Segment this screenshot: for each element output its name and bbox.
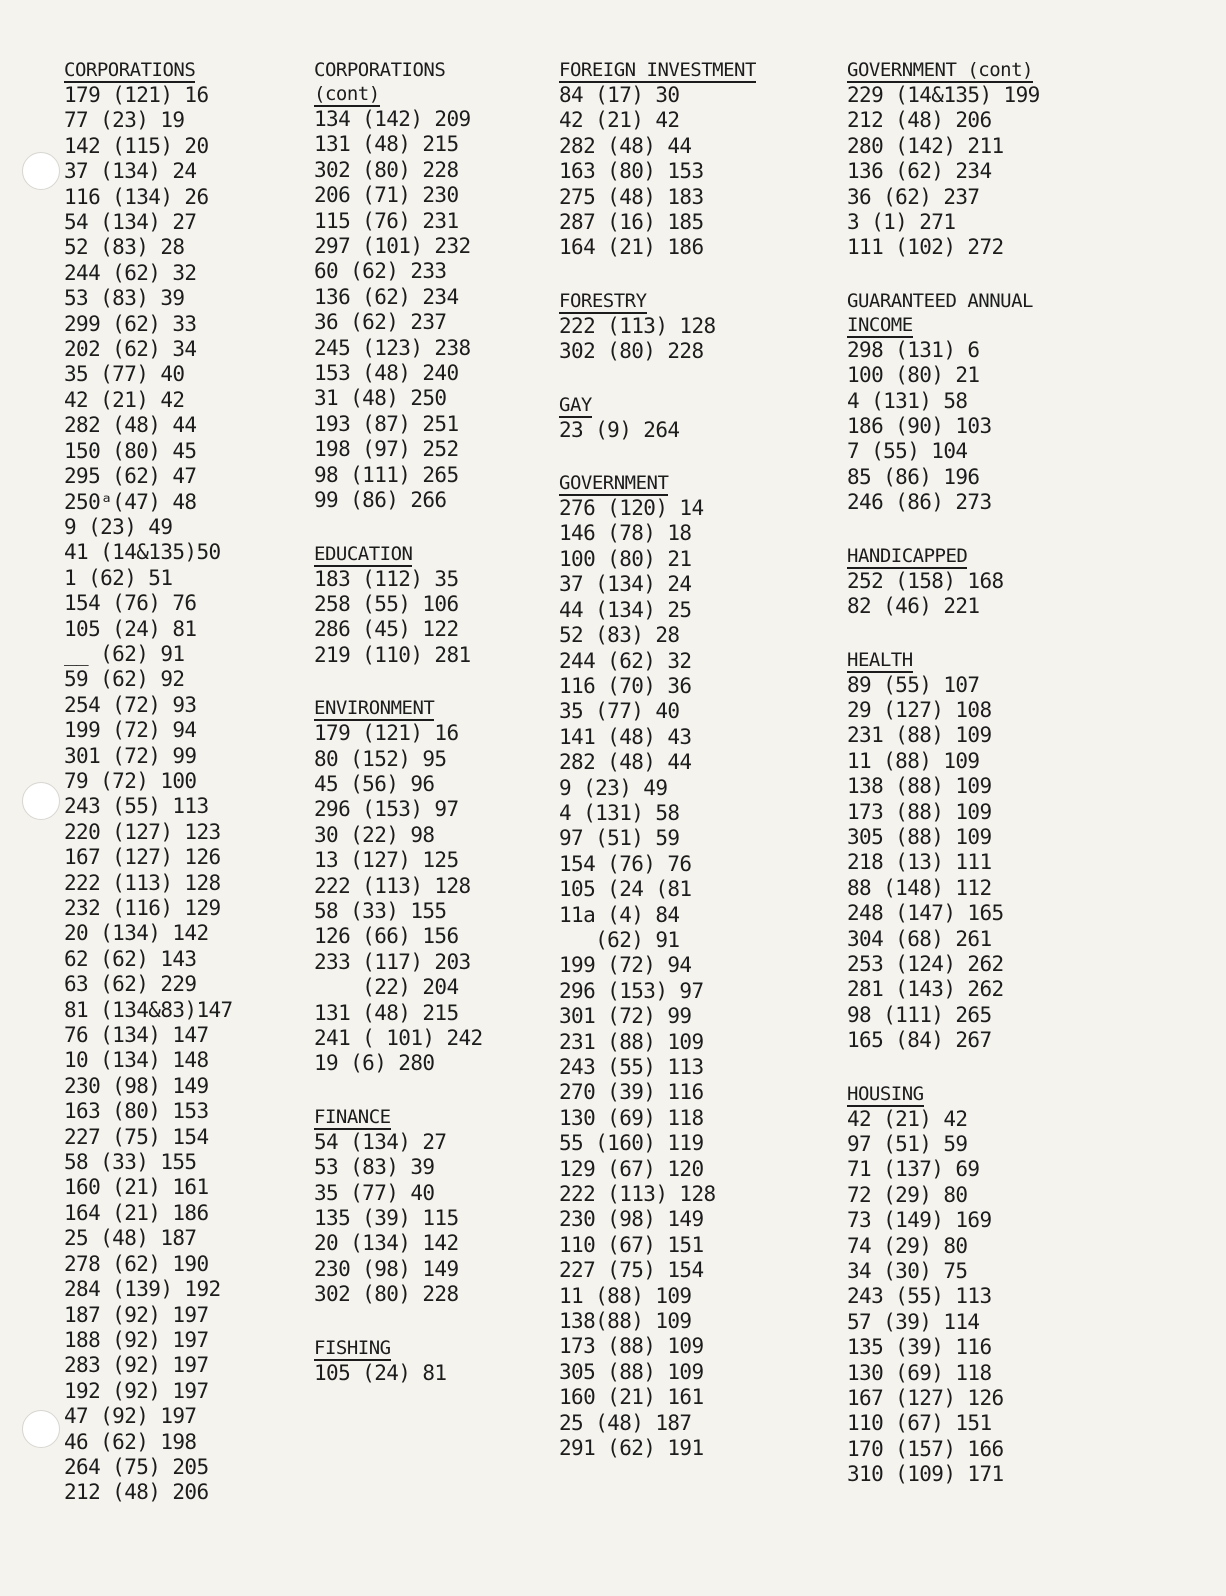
index-entry: 136 (62) 234 xyxy=(847,159,992,184)
section-heading-text: FINANCE xyxy=(314,1105,391,1128)
index-entry: 282 (48) 44 xyxy=(64,413,197,438)
index-entry: 302 (80) 228 xyxy=(559,339,704,364)
index-entry: 282 (48) 44 xyxy=(559,750,692,775)
index-entry: 199 (72) 94 xyxy=(559,953,692,978)
index-entry: 89 (55) 107 xyxy=(847,672,980,697)
index-entry: 299 (62) 33 xyxy=(64,311,197,336)
section-heading xyxy=(64,58,233,83)
index-entry: 23 (9) 264 xyxy=(559,417,680,442)
index-entry: 116 (134) 26 xyxy=(64,184,209,209)
index-entry: 63 (62) 229 xyxy=(64,972,197,997)
index-entry: 170 (157) 166 xyxy=(847,1436,1004,1461)
index-entry: 192 (92) 197 xyxy=(64,1378,209,1403)
index-entry: 54 (134) 27 xyxy=(314,1129,447,1154)
index-entry: 11a (4) 84 xyxy=(559,902,680,927)
index-entry: 165 (84) 267 xyxy=(847,1028,992,1053)
index-entry: 7 (55) 104 xyxy=(847,439,968,464)
index-entry: 264 (75) 205 xyxy=(64,1454,209,1479)
index-entry: 243 (55) 113 xyxy=(847,1284,992,1309)
section-heading-text: HEALTH xyxy=(847,648,913,671)
entry-list xyxy=(314,567,483,669)
index-entry: 301 (72) 99 xyxy=(559,1004,692,1029)
index-entry: __ (62) 91 xyxy=(64,641,185,666)
index-section xyxy=(847,648,1040,1054)
section-heading-text: GOVERNMENT (cont) xyxy=(847,59,1033,81)
index-entry: 278 (62) 190 xyxy=(64,1251,209,1276)
index-entry: 25 (48) 187 xyxy=(559,1410,692,1435)
index-entry: 35 (77) 40 xyxy=(559,699,680,724)
index-entry: 52 (83) 28 xyxy=(64,235,185,260)
index-entry: 229 (14&135) 199 xyxy=(847,83,1040,107)
index-entry: 258 (55) 106 xyxy=(314,591,459,616)
index-entry: 105 (24) 81 xyxy=(314,1360,447,1385)
index-entry: 230 (98) 149 xyxy=(559,1207,704,1232)
index-entry: 220 (127) 123 xyxy=(64,819,221,844)
section-heading-text: HOUSING xyxy=(847,1082,924,1105)
section-heading xyxy=(847,544,1040,569)
index-entry: 72 (29) 80 xyxy=(847,1182,968,1207)
index-section xyxy=(847,58,1040,261)
index-entry: 167 (127) 126 xyxy=(847,1386,1004,1411)
section-heading xyxy=(314,542,483,567)
index-entry: 154 (76) 76 xyxy=(559,851,692,876)
index-entry: 136 (62) 234 xyxy=(314,284,459,309)
index-entry: 250ᵃ(47) 48 xyxy=(64,489,197,514)
section-heading-text: FOREIGN INVESTMENT xyxy=(559,59,756,81)
index-entry: 100 (80) 21 xyxy=(559,546,692,571)
entry-list xyxy=(847,83,1040,261)
index-entry: 29 (127) 108 xyxy=(847,697,992,722)
index-entry: 202 (62) 34 xyxy=(64,337,197,362)
index-section xyxy=(314,1105,483,1308)
index-entry: 13 (127) 125 xyxy=(314,848,459,873)
section-heading-text: CORPORATIONS xyxy=(64,59,196,81)
index-section xyxy=(559,289,756,365)
index-entry: 53 (83) 39 xyxy=(64,286,185,311)
index-entry: 179 (121) 16 xyxy=(64,83,209,107)
index-entry: 304 (68) 261 xyxy=(847,926,992,951)
index-entry: 105 (24) 81 xyxy=(64,616,197,641)
index-entry: 10 (134) 148 xyxy=(64,1048,209,1073)
section-heading xyxy=(559,289,756,314)
index-entry: 206 (71) 230 xyxy=(314,183,459,208)
entry-list xyxy=(314,1361,483,1386)
index-entry: 164 (21) 186 xyxy=(64,1200,209,1225)
index-entry: 227 (75) 154 xyxy=(559,1258,704,1283)
index-entry: 141 (48) 43 xyxy=(559,724,692,749)
index-entry: 55 (160) 119 xyxy=(559,1131,704,1156)
index-entry: 37 (134) 24 xyxy=(64,159,197,184)
entry-list xyxy=(847,338,1040,516)
section-heading-text: INCOME xyxy=(847,313,913,336)
section-heading-text: HANDICAPPED xyxy=(847,544,968,567)
index-entry: 186 (90) 103 xyxy=(847,414,992,439)
binder-hole-middle xyxy=(22,782,60,820)
index-entry: 42 (21) 42 xyxy=(847,1106,968,1131)
index-entry: 138 (88) 109 xyxy=(847,774,992,799)
index-entry: 219 (110) 281 xyxy=(314,642,471,667)
index-entry: 231 (88) 109 xyxy=(847,723,992,748)
index-entry: 243 (55) 113 xyxy=(559,1055,704,1079)
entry-list xyxy=(847,1107,1040,1488)
index-entry: 302 (80) 228 xyxy=(314,157,459,182)
index-section xyxy=(64,58,233,1506)
index-entry: 276 (120) 14 xyxy=(559,496,704,521)
index-entry: 153 (48) 240 xyxy=(314,361,459,386)
index-entry: 105 (24 (81 xyxy=(559,877,692,902)
index-entry: 291 (62) 191 xyxy=(559,1436,704,1461)
index-entry: 222 (113) 128 xyxy=(559,313,716,338)
entry-list xyxy=(559,314,756,365)
section-heading xyxy=(559,393,756,418)
section-heading-text: FISHING xyxy=(314,1336,391,1359)
index-entry: 231 (88) 109 xyxy=(559,1029,704,1054)
index-entry: 297 (101) 232 xyxy=(314,234,471,259)
index-entry: 296 (153) 97 xyxy=(559,978,704,1003)
index-entry: 53 (83) 39 xyxy=(314,1155,435,1180)
index-entry: 111 (102) 272 xyxy=(847,235,1004,260)
section-heading xyxy=(847,313,1040,338)
index-entry: 36 (62) 237 xyxy=(314,310,447,335)
index-entry: 188 (92) 197 xyxy=(64,1327,209,1352)
index-entry: 164 (21) 186 xyxy=(559,235,704,260)
index-entry: 98 (111) 265 xyxy=(314,462,459,487)
index-entry: 41 (14&135)50 xyxy=(64,540,221,565)
index-entry: 138(88) 109 xyxy=(559,1309,692,1334)
index-entry: 305 (88) 109 xyxy=(847,824,992,849)
index-entry: 35 (77) 40 xyxy=(64,362,185,387)
index-entry: 198 (97) 252 xyxy=(314,437,459,462)
index-entry: 4 (131) 58 xyxy=(559,800,680,825)
index-entry: 248 (147) 165 xyxy=(847,901,1004,926)
section-heading-text: CORPORATIONS xyxy=(314,59,446,81)
index-section xyxy=(314,696,483,1077)
index-column-4 xyxy=(847,58,1040,1516)
entry-list xyxy=(64,83,233,1506)
index-entry: 45 (56) 96 xyxy=(314,771,435,796)
index-entry: 11 (88) 109 xyxy=(847,748,980,773)
index-section xyxy=(559,471,756,1461)
index-section xyxy=(847,1082,1040,1488)
index-entry: 60 (62) 233 xyxy=(314,259,447,284)
index-entry: 295 (62) 47 xyxy=(64,464,197,489)
entry-list xyxy=(559,83,756,261)
index-entry: 252 (158) 168 xyxy=(847,568,1004,593)
index-column-1 xyxy=(64,58,233,1534)
index-entry: 160 (21) 161 xyxy=(559,1385,704,1410)
index-section xyxy=(847,544,1040,620)
index-entry: 99 (86) 266 xyxy=(314,488,447,513)
index-entry: 270 (39) 116 xyxy=(559,1080,704,1105)
section-heading xyxy=(314,696,483,721)
index-entry: 130 (69) 118 xyxy=(559,1105,704,1130)
index-entry: 42 (21) 42 xyxy=(559,108,680,133)
index-entry: 222 (113) 128 xyxy=(559,1182,716,1207)
entry-list xyxy=(847,569,1040,620)
index-entry: 20 (134) 142 xyxy=(314,1231,459,1256)
index-entry: 130 (69) 118 xyxy=(847,1360,992,1385)
index-entry: 232 (116) 129 xyxy=(64,896,221,920)
section-heading xyxy=(847,1082,1040,1107)
index-entry: 275 (48) 183 xyxy=(559,184,704,209)
index-entry: 58 (33) 155 xyxy=(64,1150,197,1175)
index-entry: 37 (134) 24 xyxy=(559,572,692,597)
index-entry: 230 (98) 149 xyxy=(314,1256,459,1281)
index-entry: 135 (39) 115 xyxy=(314,1206,459,1231)
index-entry: 30 (22) 98 xyxy=(314,822,435,847)
entry-list xyxy=(559,418,756,443)
index-entry: 9 (23) 49 xyxy=(559,775,668,800)
binder-hole-top xyxy=(22,152,60,190)
section-heading xyxy=(847,58,1040,83)
entry-list xyxy=(847,673,1040,1054)
section-heading-text: GOVERNMENT xyxy=(559,472,669,495)
index-entry: 73 (149) 169 xyxy=(847,1208,992,1233)
index-entry: 310 (109) 171 xyxy=(847,1462,1004,1487)
index-entry: 98 (111) 265 xyxy=(847,1002,992,1027)
index-column-3 xyxy=(559,58,756,1490)
index-entry: 241 ( 101) 242 xyxy=(314,1026,483,1050)
index-entry: 142 (115) 20 xyxy=(64,133,209,158)
index-entry: 57 (39) 114 xyxy=(847,1309,980,1334)
index-entry: 88 (148) 112 xyxy=(847,875,992,900)
section-heading xyxy=(314,58,483,82)
index-entry: 46 (62) 198 xyxy=(64,1429,197,1454)
index-entry: 218 (13) 111 xyxy=(847,850,992,875)
index-entry: 77 (23) 19 xyxy=(64,108,185,133)
section-heading xyxy=(559,58,756,83)
section-heading xyxy=(314,1336,483,1361)
index-entry: 52 (83) 28 xyxy=(559,623,680,648)
index-section xyxy=(314,542,483,669)
index-entry: 163 (80) 153 xyxy=(64,1099,209,1124)
index-entry: 116 (70) 36 xyxy=(559,673,692,698)
index-entry: 230 (98) 149 xyxy=(64,1073,209,1098)
index-entry: 85 (86) 196 xyxy=(847,464,980,489)
index-entry: 163 (80) 153 xyxy=(559,159,704,184)
index-entry: 59 (62) 92 xyxy=(64,667,185,692)
entry-list xyxy=(314,1130,483,1308)
index-entry: 154 (76) 76 xyxy=(64,591,197,616)
section-heading-text: GAY xyxy=(559,393,592,416)
index-entry: 199 (72) 94 xyxy=(64,718,197,743)
index-entry: 34 (30) 75 xyxy=(847,1259,968,1284)
index-entry: 115 (76) 231 xyxy=(314,208,459,233)
index-entry: 82 (46) 221 xyxy=(847,594,980,619)
index-entry: 44 (134) 25 xyxy=(559,597,692,622)
index-entry: 284 (139) 192 xyxy=(64,1277,221,1302)
entry-list xyxy=(314,107,483,514)
index-entry: 97 (51) 59 xyxy=(559,826,680,851)
index-entry: 305 (88) 109 xyxy=(559,1359,704,1384)
index-entry: 212 (48) 206 xyxy=(847,108,992,133)
index-entry: 9 (23) 49 xyxy=(64,514,173,539)
entry-list xyxy=(314,721,483,1077)
index-entry: 134 (142) 209 xyxy=(314,107,471,131)
index-entry: 81 (134&83)147 xyxy=(64,997,233,1022)
index-entry: 31 (48) 250 xyxy=(314,386,447,411)
index-entry: 126 (66) 156 xyxy=(314,924,459,949)
index-section xyxy=(314,58,483,514)
index-entry: 97 (51) 59 xyxy=(847,1132,968,1156)
index-entry: 129 (67) 120 xyxy=(559,1156,704,1181)
index-entry: 54 (134) 27 xyxy=(64,210,197,235)
index-entry: 110 (67) 151 xyxy=(847,1411,992,1436)
index-entry: 244 (62) 32 xyxy=(64,260,197,285)
index-entry: 76 (134) 147 xyxy=(64,1023,209,1048)
index-entry: 187 (92) 197 xyxy=(64,1302,209,1327)
index-entry: 222 (113) 128 xyxy=(64,870,221,895)
index-entry: 296 (153) 97 xyxy=(314,797,459,822)
index-entry: 282 (48) 44 xyxy=(559,133,692,158)
index-entry: 3 (1) 271 xyxy=(847,210,956,235)
index-entry: 19 (6) 280 xyxy=(314,1051,435,1076)
index-entry: 74 (29) 80 xyxy=(847,1233,968,1258)
section-heading-text: (cont) xyxy=(314,83,380,105)
index-section xyxy=(314,1336,483,1386)
index-entry: 25 (48) 187 xyxy=(64,1226,197,1251)
index-entry: 179 (121) 16 xyxy=(314,721,459,746)
entry-list xyxy=(559,496,756,1461)
section-heading-text: GUARANTEED ANNUAL xyxy=(847,289,1033,312)
index-entry: 35 (77) 40 xyxy=(314,1180,435,1205)
index-entry: 80 (152) 95 xyxy=(314,746,447,771)
index-entry: 301 (72) 99 xyxy=(64,743,197,768)
index-entry: 110 (67) 151 xyxy=(559,1232,704,1257)
index-entry: 243 (55) 113 xyxy=(64,794,209,819)
section-heading-text: EDUCATION xyxy=(314,542,413,565)
index-entry: 287 (16) 185 xyxy=(559,210,704,235)
index-entry: 254 (72) 93 xyxy=(64,692,197,717)
index-entry: 150 (80) 45 xyxy=(64,438,197,463)
index-entry: 227 (75) 154 xyxy=(64,1124,209,1149)
index-entry: 1 (62) 51 xyxy=(64,565,173,590)
index-entry: 146 (78) 18 xyxy=(559,521,692,546)
index-entry: (22) 204 xyxy=(314,975,459,1000)
index-entry: 183 (112) 35 xyxy=(314,566,459,591)
index-entry: 100 (80) 21 xyxy=(847,363,980,388)
binder-hole-bottom xyxy=(22,1410,60,1448)
index-entry: 62 (62) 143 xyxy=(64,946,197,971)
index-entry: 222 (113) 128 xyxy=(314,873,471,898)
index-section xyxy=(559,393,756,443)
index-entry: 245 (123) 238 xyxy=(314,335,471,360)
index-entry: 302 (80) 228 xyxy=(314,1282,459,1307)
index-entry: 298 (131) 6 xyxy=(847,337,980,362)
index-entry: 281 (143) 262 xyxy=(847,977,1004,1002)
index-entry: 283 (92) 197 xyxy=(64,1353,209,1378)
section-heading xyxy=(559,471,756,496)
index-entry: (62) 91 xyxy=(559,927,680,952)
index-entry: 131 (48) 215 xyxy=(314,132,459,157)
index-entry: 4 (131) 58 xyxy=(847,388,968,413)
index-section xyxy=(847,289,1040,516)
index-entry: 11 (88) 109 xyxy=(559,1283,692,1308)
index-entry: 246 (86) 273 xyxy=(847,490,992,515)
index-entry: 20 (134) 142 xyxy=(64,921,209,946)
index-entry: 135 (39) 116 xyxy=(847,1335,992,1360)
index-entry: 286 (45) 122 xyxy=(314,617,459,642)
section-heading xyxy=(314,1105,483,1130)
index-column-2 xyxy=(314,58,483,1414)
index-entry: 47 (92) 197 xyxy=(64,1404,197,1429)
section-heading-text: FORESTRY xyxy=(559,289,647,312)
index-entry: 173 (88) 109 xyxy=(559,1334,704,1359)
index-entry: 244 (62) 32 xyxy=(559,648,692,673)
index-entry: 280 (142) 211 xyxy=(847,133,1004,158)
index-entry: 167 (127) 126 xyxy=(64,845,221,870)
index-entry: 58 (33) 155 xyxy=(314,898,447,923)
index-entry: 131 (48) 215 xyxy=(314,1000,459,1025)
index-entry: 193 (87) 251 xyxy=(314,411,459,436)
index-entry: 253 (124) 262 xyxy=(847,951,1004,976)
index-section xyxy=(559,58,756,261)
index-entry: 42 (21) 42 xyxy=(64,387,185,412)
section-heading xyxy=(314,82,483,107)
index-entry: 160 (21) 161 xyxy=(64,1175,209,1200)
index-entry: 36 (62) 237 xyxy=(847,184,980,209)
section-heading xyxy=(847,648,1040,673)
index-entry: 173 (88) 109 xyxy=(847,799,992,824)
index-entry: 212 (48) 206 xyxy=(64,1480,209,1505)
index-entry: 71 (137) 69 xyxy=(847,1157,980,1182)
index-entry: 233 (117) 203 xyxy=(314,949,471,974)
section-heading xyxy=(847,289,1040,313)
index-entry: 84 (17) 30 xyxy=(559,83,680,107)
index-entry: 79 (72) 100 xyxy=(64,768,197,793)
section-heading-text: ENVIRONMENT xyxy=(314,697,435,720)
